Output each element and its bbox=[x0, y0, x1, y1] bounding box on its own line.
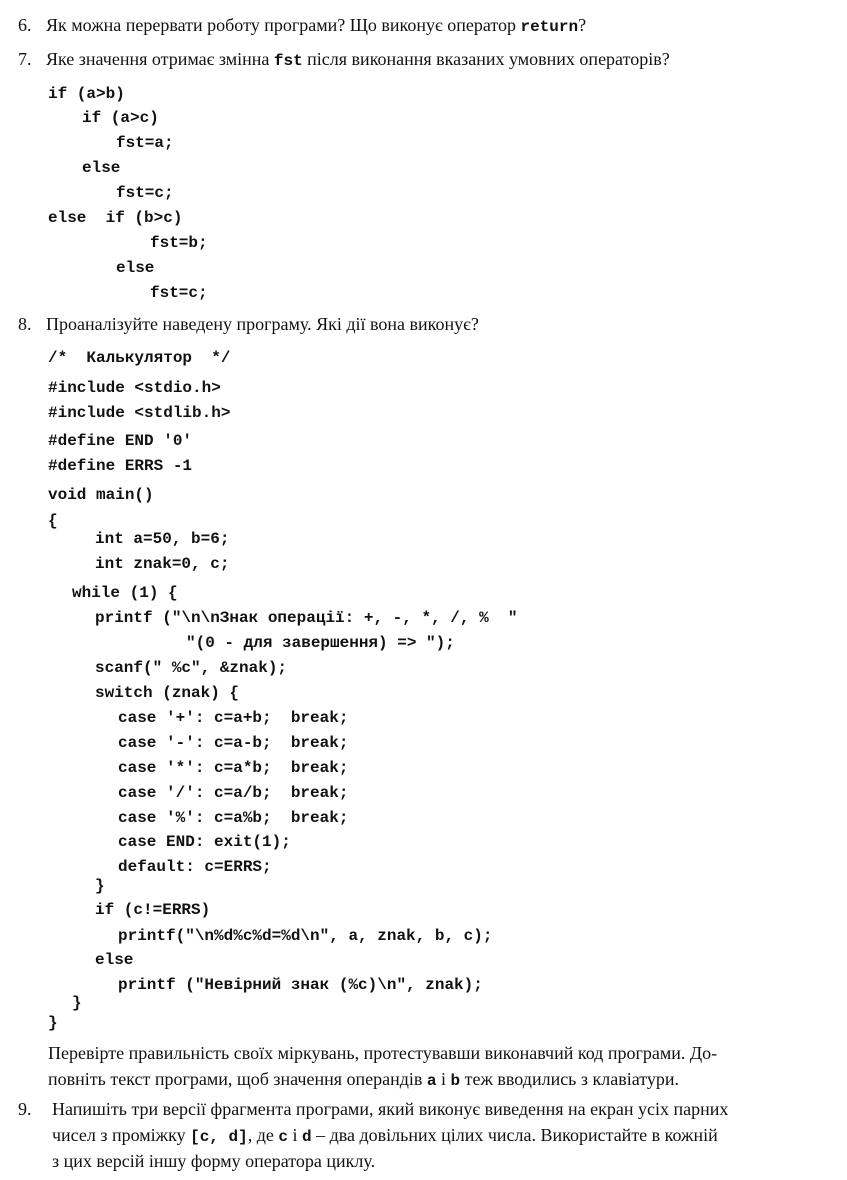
code-line: } bbox=[72, 994, 82, 1012]
code-line: else bbox=[95, 951, 134, 969]
code-line: case '/': c=a/b; break; bbox=[118, 784, 349, 802]
code-line: default: c=ERRS; bbox=[118, 858, 272, 876]
question-9-line bbox=[18, 1098, 728, 1120]
question-8 bbox=[18, 313, 479, 335]
question-number: 7. bbox=[18, 49, 32, 69]
code-line: case '*': c=a*b; break; bbox=[118, 759, 349, 777]
inline-code: a bbox=[426, 1072, 437, 1090]
code-line: else if (b>c) bbox=[48, 209, 183, 227]
question-text: Проаналізуйте наведену програму. Які дії вона виконує? bbox=[46, 314, 479, 334]
code-line: int a=50, b=6; bbox=[95, 530, 230, 548]
paragraph-text: повніть текст програми, щоб значення операндів bbox=[48, 1069, 427, 1089]
paragraph-text: теж вводились з клавіатури. bbox=[460, 1069, 680, 1089]
question-number: 8. bbox=[18, 314, 32, 334]
code-line: { bbox=[48, 512, 58, 530]
code-line: scanf(" %c", &znak); bbox=[95, 659, 288, 677]
code-line: else bbox=[116, 259, 155, 277]
code-line: case '%': c=a%b; break; bbox=[118, 809, 349, 827]
question-7 bbox=[18, 48, 670, 72]
code-line: printf ("\n\nЗнак операції: +, -, *, /, % " bbox=[95, 609, 518, 627]
code-line: fst=b; bbox=[150, 234, 208, 252]
paragraph-line bbox=[52, 1122, 718, 1150]
code-line: case '-': c=a-b; break; bbox=[118, 734, 349, 752]
question-text: Напишіть три версії фрагмента програми, який виконує виведення на екран усіх парних bbox=[52, 1099, 729, 1119]
inline-code: c bbox=[278, 1128, 288, 1146]
code-line: printf("\n%d%c%d=%d\n", a, znak, b, c); bbox=[118, 927, 493, 945]
code-line: if (c!=ERRS) bbox=[95, 901, 211, 919]
paragraph-line bbox=[48, 1066, 679, 1094]
code-line: if (a>c) bbox=[82, 109, 159, 127]
paragraph-line: Перевірте правильність своїх міркувань, протестувавши виконавчий код програми. До- bbox=[48, 1043, 718, 1063]
code-line: case '+': c=a+b; break; bbox=[118, 709, 349, 727]
question-text: Яке значення отримає змінна bbox=[46, 49, 274, 69]
question-number: 6. bbox=[18, 15, 32, 35]
question-text: Як можна перервати роботу програми? Що виконує оператор bbox=[46, 15, 521, 35]
inline-code: [c, d] bbox=[190, 1128, 248, 1146]
paragraph-text: – два довільних цілих числа. Використайте в кожній bbox=[311, 1125, 718, 1145]
code-line: fst=a; bbox=[116, 134, 174, 152]
code-line: #include <stdlib.h> bbox=[48, 404, 231, 422]
inline-code: return bbox=[520, 18, 579, 36]
code-line: if (a>b) bbox=[48, 85, 125, 103]
code-line: fst=c; bbox=[116, 184, 174, 202]
code-line: while (1) { bbox=[72, 584, 178, 602]
paragraph-text: , де bbox=[247, 1125, 279, 1145]
question-text: після виконання вказаних умовних операторів? bbox=[302, 49, 670, 69]
code-line: int znak=0, c; bbox=[95, 555, 230, 573]
code-line: case END: exit(1); bbox=[118, 833, 291, 851]
inline-code: b bbox=[450, 1072, 461, 1090]
inline-code: d bbox=[301, 1128, 312, 1146]
paragraph-text: і bbox=[287, 1125, 302, 1145]
code-line: /* Калькулятор */ bbox=[48, 349, 231, 367]
inline-code: fst bbox=[273, 52, 303, 70]
code-line: #define ERRS -1 bbox=[48, 457, 193, 475]
code-line: printf ("Невірний знак (%c)\n", znak); bbox=[118, 976, 483, 994]
paragraph-text: чисел з проміжку bbox=[52, 1125, 191, 1145]
question-6 bbox=[18, 14, 586, 38]
code-line: void main() bbox=[48, 486, 154, 504]
paragraph-line: з цих версій іншу форму оператора циклу. bbox=[52, 1151, 376, 1171]
code-line: "(0 - для завершення) => "); bbox=[186, 634, 455, 652]
code-line: fst=c; bbox=[150, 284, 208, 302]
question-text: ? bbox=[578, 15, 587, 35]
code-line: #include <stdio.h> bbox=[48, 379, 221, 397]
code-line: } bbox=[95, 877, 105, 895]
paragraph-text: і bbox=[436, 1069, 451, 1089]
code-line: else bbox=[82, 159, 121, 177]
code-line: switch (znak) { bbox=[95, 684, 240, 702]
question-number: 9. bbox=[18, 1099, 32, 1119]
code-line: #define END '0' bbox=[48, 432, 193, 450]
code-line: } bbox=[48, 1014, 58, 1032]
